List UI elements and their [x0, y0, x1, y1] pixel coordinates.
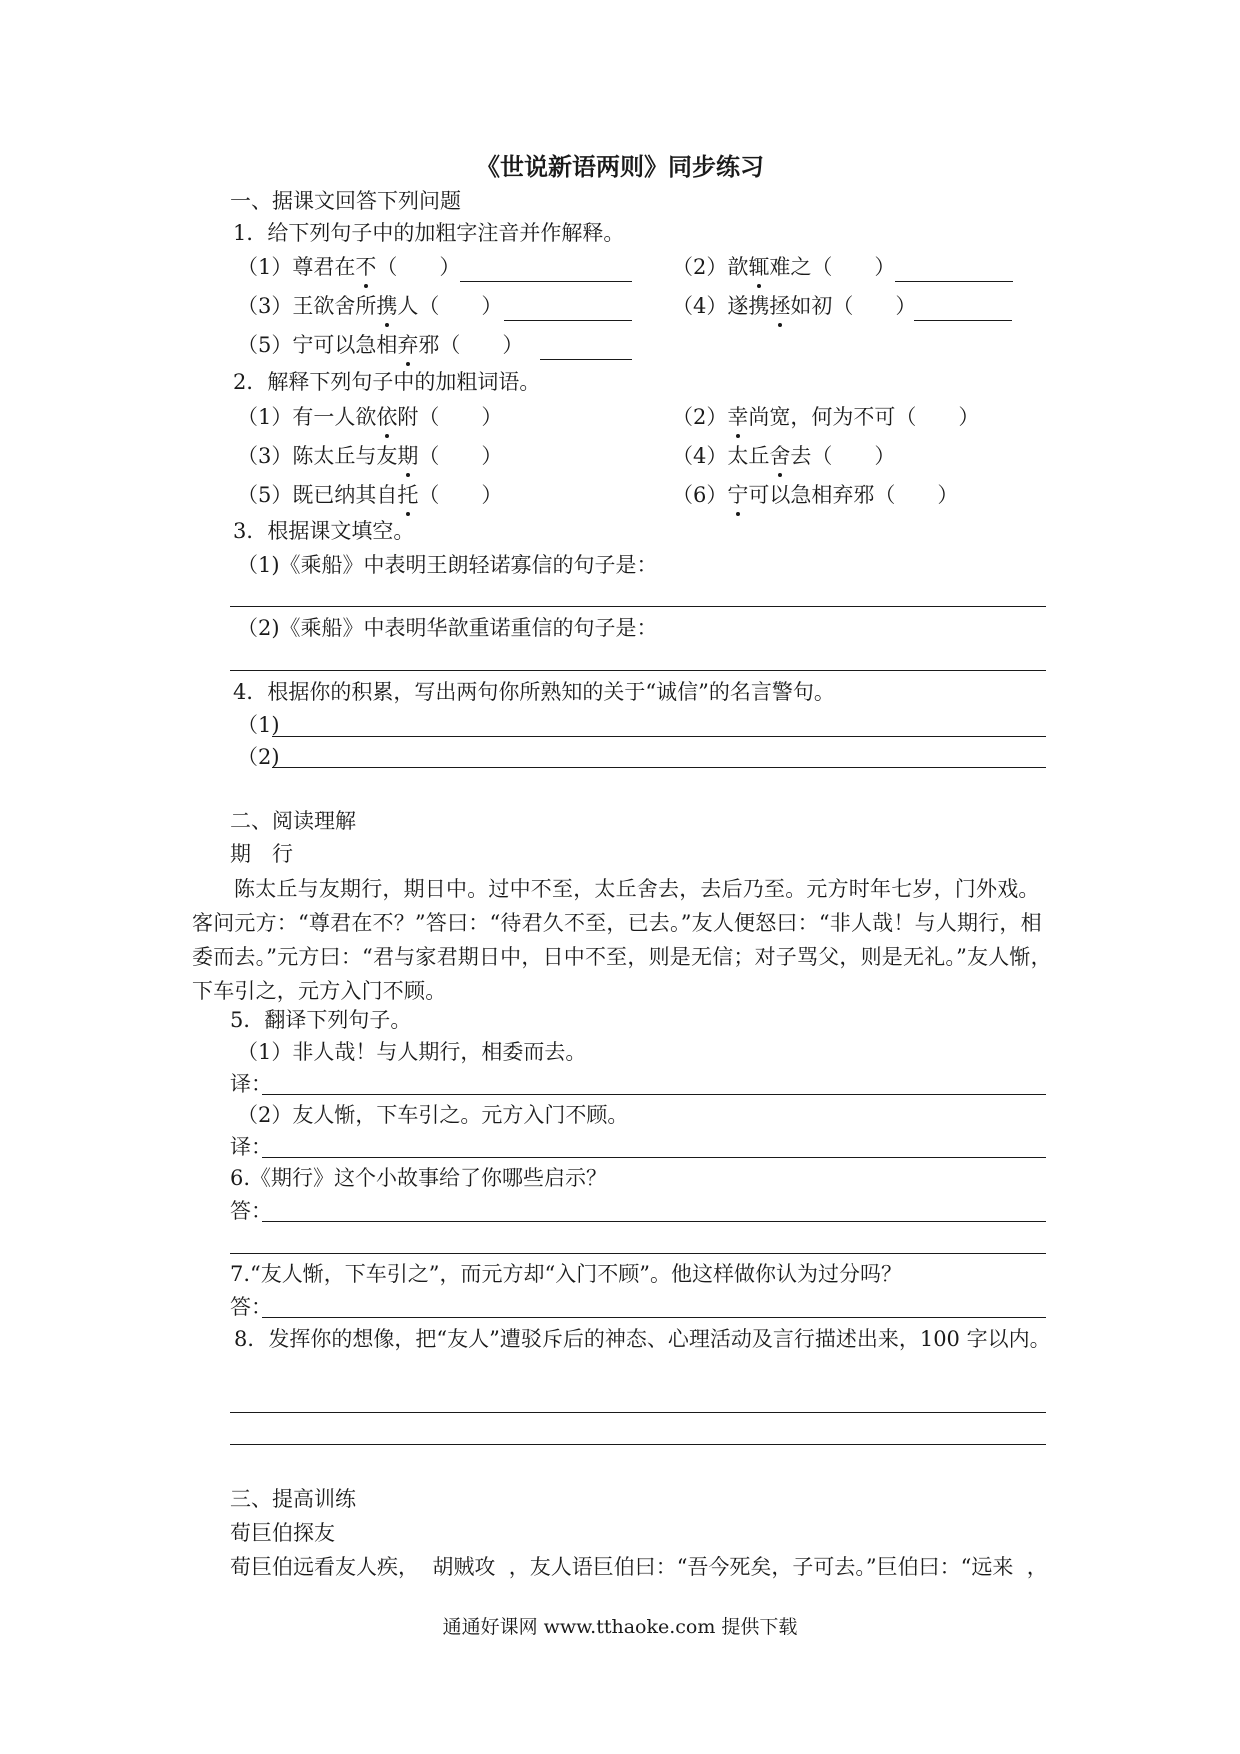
passage-1-text: 陈太丘与友期行，期日中。过中不至，太丘舍去，去后乃至。元方时年七岁，门外戏。客问元方：“尊君在不？”答曰：“待君久不至，已去。”友人便怒曰：“非人哉！与人期行，相委而去。”元方曰：“君与家君期日中，日中不至，则是无信；对子骂父，则是无礼。”友人惭，下车引之，元方入门不顾。 — [192, 877, 1052, 1003]
q2-item-1: （1）有一人欲依附（ ） — [237, 402, 502, 432]
q1-item-4-blank[interactable] — [914, 298, 1012, 321]
q2-stem: 2．解释下列句子中的加粗词语。 — [233, 370, 541, 394]
q1-item-2-blank[interactable] — [895, 259, 1013, 282]
q8-answer-line-1[interactable] — [230, 1412, 1046, 1413]
passage-2-title: 荀巨伯探友 — [230, 1521, 335, 1545]
passage-1-title: 期 行 — [230, 842, 293, 866]
page-title: 《世说新语两则》同步练习 — [476, 152, 764, 181]
q5-stem: 5．翻译下列句子。 — [230, 1008, 412, 1032]
q1-item-5-blank[interactable] — [540, 337, 632, 360]
q2-item-6: （6）宁可以急相弃邪（ ） — [672, 480, 958, 510]
q1-item-1: （1）尊君在不（ ） — [237, 252, 460, 282]
q3-answer-line-1[interactable] — [230, 606, 1046, 607]
q1-item-2: （2）歆辄难之（ ） — [672, 252, 895, 282]
q5-item-2-yi-label: 译： — [230, 1135, 272, 1159]
q8-stem: 8．发挥你的想像，把“友人”遭驳斥后的神态、心理活动及言行描述出来，100 字以内。 — [234, 1327, 1051, 1351]
q5-answer-line-1[interactable] — [262, 1094, 1046, 1095]
q4-answer-line-2[interactable] — [272, 767, 1046, 768]
q2-item-2: （2）幸尚宽，何为不可（ ） — [672, 402, 979, 432]
q8-answer-line-2[interactable] — [230, 1444, 1046, 1445]
q1-stem: 1．给下列句子中的加粗字注音并作解释。 — [233, 221, 625, 245]
q1-item-1-blank[interactable] — [460, 259, 632, 282]
q1-item-3: （3）王欲舍所携人（ ） — [237, 291, 502, 321]
page-footer: 通通好课网 www.tthaoke.com 提供下载 — [442, 1616, 798, 1638]
q6-da-label: 答： — [230, 1199, 272, 1223]
q2-item-3: （3）陈太丘与友期（ ） — [237, 441, 502, 471]
q1-item-3-blank[interactable] — [504, 298, 632, 321]
q5-answer-line-2[interactable] — [262, 1157, 1046, 1158]
passage-2-text: 荀巨伯远看友人疾， 胡贼攻 ，友人语巨伯曰：“吾今死矣，子可去。”巨伯曰：“远来 ， — [230, 1555, 1048, 1579]
q5-item-2: （2）友人惭，下车引之。元方入门不顾。 — [237, 1103, 629, 1127]
q3-stem: 3．根据课文填空。 — [233, 519, 415, 543]
section-3-heading: 三、提高训练 — [230, 1487, 356, 1511]
q6-answer-line-2[interactable] — [230, 1253, 1046, 1254]
section-2-heading: 二、阅读理解 — [230, 809, 356, 833]
q2-item-4: （4）太丘舍去（ ） — [672, 441, 895, 471]
q2-item-5: （5）既已纳其自托（ ） — [237, 480, 502, 510]
q5-item-1: （1）非人哉！与人期行，相委而去。 — [237, 1040, 587, 1064]
q4-item-1-label: （1) — [237, 713, 280, 737]
q6-stem: 6.《期行》这个小故事给了你哪些启示？ — [230, 1166, 608, 1190]
q3-item-1: （1)《乘船》中表明王朗轻诺寡信的句子是： — [237, 553, 658, 577]
q6-answer-line-1[interactable] — [262, 1221, 1046, 1222]
q3-item-2: （2)《乘船》中表明华歆重诺重信的句子是： — [237, 616, 658, 640]
q4-stem: 4．根据你的积累，写出两句你所熟知的关于“诚信”的名言警句。 — [233, 680, 835, 704]
q7-stem: 7.“友人惭，下车引之”，而元方却“入门不顾”。他这样做你认为过分吗？ — [230, 1262, 902, 1286]
q7-answer-line[interactable] — [262, 1317, 1046, 1318]
q5-item-1-yi-label: 译： — [230, 1072, 272, 1096]
q1-item-5: （5）宁可以急相弃邪（ ） — [237, 330, 523, 360]
q4-item-2-label: （2) — [237, 745, 280, 769]
q1-item-4: （4）遂携拯如初（ ） — [672, 291, 916, 321]
q7-da-label: 答： — [230, 1295, 272, 1319]
q4-answer-line-1[interactable] — [272, 736, 1046, 737]
section-1-heading: 一、据课文回答下列问题 — [230, 189, 461, 213]
q3-answer-line-2[interactable] — [230, 670, 1046, 671]
